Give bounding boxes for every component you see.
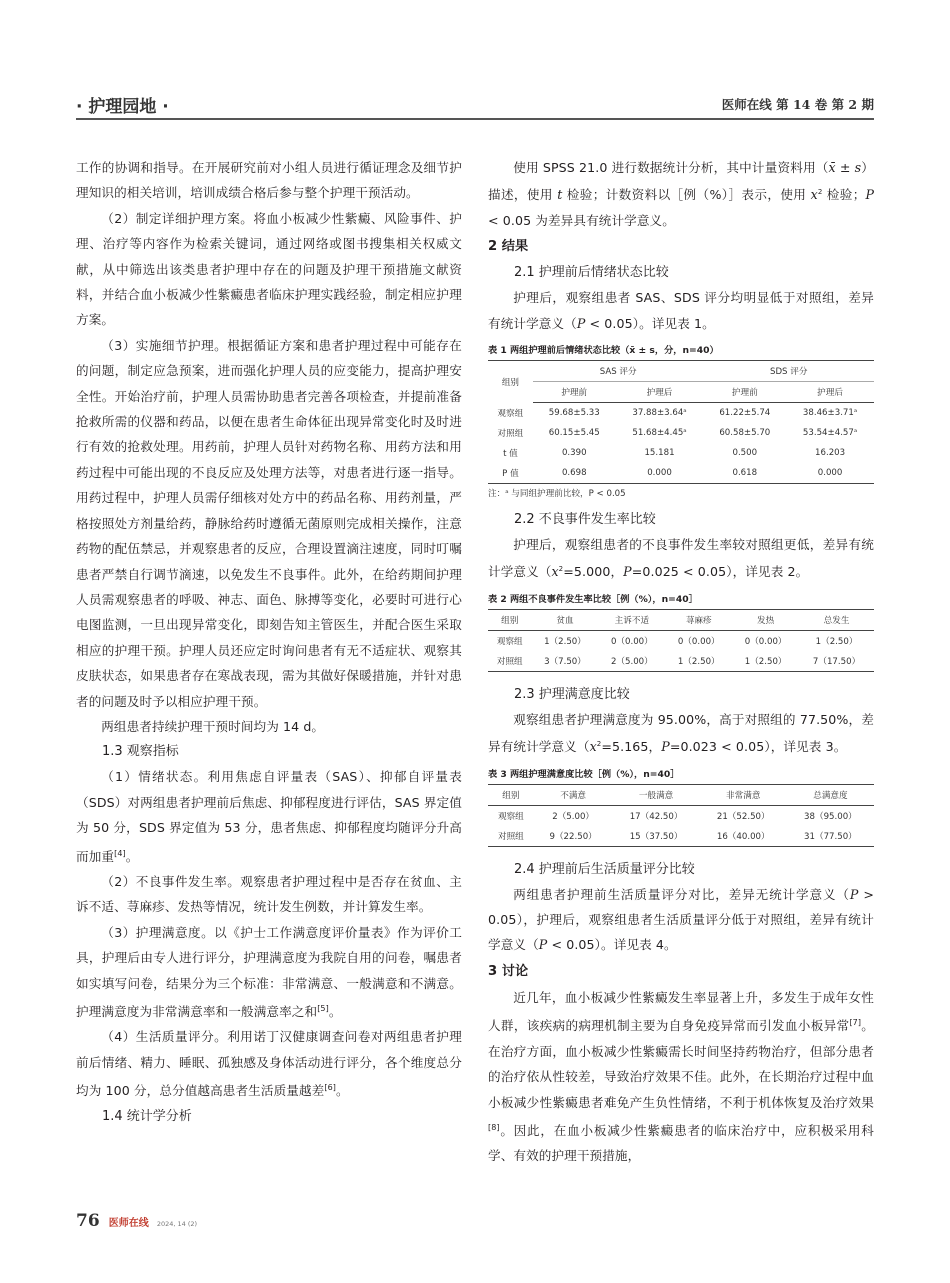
citation: [5] [317, 1004, 329, 1013]
table-header-cell: 护理后 [786, 382, 874, 403]
table-adverse-events: 组别 贫血 主诉不适 荨麻疹 发热 总发生 观察组 1（2.50） 0（0.00） 0（0.00） 0（0.00） 1（2.50） 对照组 3（7.50） 2（5.00） 1（2.50） 1（2.50） 7（17.50） [488, 609, 874, 672]
paragraph: （3）实施细节护理。根据循证方案和患者护理过程中可能存在的问题，制定应急预案，进而强化护理人员的应变能力，提高护理安全性。开始治疗前，护理人员需协助患者完善各项检查，并提前准备抢救所需的仪器和药品，以便在患者生命体征出现异常变化时及时进行有效的抢救处理。用药前，护理人员针对药物名称、用药方法和用药过程中可能出现的不良反应及处理方法等，对患者进行逐一指导。用药过程中，护理人员需仔细核对处方中的药品名称、用药剂量，严格按照处方剂量给药，静脉给药时遵循无菌原则完成相关操作，注意药物的配伍禁忌，并观察患者的反应，合理设置滴注速度，同时叮嘱患者严禁自行调节滴速，以免发生不良事件。此外，在给药期间护理人员需观察患者的呼吸、神志、面色、脉搏等变化，必要时可进行心电图监测，一旦出现异常变化，即刻告知主管医生，并配合医生采取相应的护理干预。护理人员还应定时询问患者有无不适症状、观察其皮肤状态，如果患者存在寒战表现，需为其做好保暖措施，并针对患者的问题及时予以相应护理干预。 [76, 337, 462, 709]
section-heading: 2 结果 [488, 239, 529, 255]
section-heading: 2.4 护理前后生活质量评分比较 [514, 861, 695, 877]
header-rule [76, 118, 874, 120]
page-number: 76 [76, 1211, 100, 1231]
journal-header: 医师在线 第 14 卷 第 2 期 [721, 97, 874, 112]
paragraph: （2）不良事件发生率。观察患者护理过程中是否存在贫血、主诉不适、荨麻疹、发热等情况，统计发生例数，并计算发生率。 [76, 873, 462, 915]
section-heading: 2.3 护理满意度比较 [514, 686, 630, 702]
table-header-cell: SAS 评分 [533, 361, 704, 382]
paragraph: 使用 SPSS 21.0 进行数据统计分析，其中计量资料用（x̄ ± s）描述，使用 t 检验；计数资料以［例（%）］表示，使用 $x^2$ 检验；P < 0.05 为差异具有统计学意义。 [488, 160, 875, 228]
table-header-cell: 护理前 [703, 382, 786, 403]
paragraph: （4）生活质量评分。利用诺丁汉健康调查问卷对两组患者护理前后情绪、精力、睡眠、孤独感及身体活动进行评分，各个维度总分均为 100 分，总分值越高患者生活质量越差[6]。 [76, 1029, 462, 1099]
paragraph: 近几年，血小板减少性紫癜发生率显著上升，多发生于成年女性人群，该疾病的病理机制主要为自身免疫异常而引发血小板异常[7]。在治疗方面，血小板减少性紫癜需长时间坚持药物治疗，但部分患者的治疗依从性较差，导致治疗效果不佳。此外，在长期治疗过程中血小板减少性紫癜患者难免产生负性情绪，不利于机体恢复及治疗效果[8]。因此，在血小板减少性紫癜患者的临床治疗中，应积极采用科学、有效的护理干预措施， [488, 989, 874, 1164]
section-heading: 3 讨论 [488, 963, 529, 979]
table-row: t 值 0.390 15.181 0.500 16.203 [503, 448, 846, 460]
table-header-cell: 护理前 [533, 382, 616, 403]
section-heading: 1.3 观察指标 [102, 744, 179, 760]
table-emotion [488, 360, 874, 484]
paragraph: 观察组患者护理满意度为 95.00%，高于对照组的 77.50%，差异有统计学意义（$x^2=5.165$，P=0.023 < 0.05），详见表 3。 [488, 711, 874, 755]
paragraph: 护理后，观察组患者的不良事件发生率较对照组更低，差异有统计学意义（$x^2=5.000$，P=0.025 < 0.05），详见表 2。 [488, 537, 874, 580]
paragraph: 护理后，观察组患者 SAS、SDS 评分均明显低于对照组，差异有统计学意义（P < 0.05）。详见表 1。 [488, 290, 874, 331]
page-footer [76, 1211, 197, 1231]
table-row: 观察组 2（5.00） 17（42.50） 21（52.50） 38（95.00） [497, 811, 857, 822]
table-row: P 值 0.698 0.000 0.618 0.000 [488, 463, 874, 484]
citation: [8] [488, 1122, 500, 1132]
citation: [7] [849, 1018, 862, 1028]
table-note: 注：ᵃ 与同组护理前比较，P < 0.05 [488, 489, 626, 500]
table-header-cell: SDS 评分 [703, 361, 874, 382]
table-row: 观察组 1（2.50） 0（0.00） 0（0.00） 0（0.00） 1（2.50） [496, 636, 858, 647]
table-row: 对照组 60.15±5.45 51.68±4.45ᵃ 60.58±5.70 53.54±4.57ᵃ [497, 428, 858, 440]
citation: [6] [324, 1083, 336, 1093]
left-column [76, 155, 462, 1129]
paragraph: （1）情绪状态。利用焦虑自评量表（SAS）、抑郁自评量表（SDS）对两组患者护理前后焦虑、抑郁程度进行评估，SAS 界定值为 50 分，SDS 界定值为 53 分，患者焦虑、抑郁程度均随评分升高而加重[4]。 [76, 769, 462, 864]
table-row: 对照组 3（7.50） 2（5.00） 1（2.50） 1（2.50） 7（17.50） [488, 651, 874, 672]
paragraph: 两组患者护理前生活质量评分对比，差异无统计学意义（P > 0.05），护理后，观察组患者生活质量评分低于对照组，差异有统计学意义（P < 0.05）。详见表 4。 [488, 886, 874, 953]
section-heading: 1.4 统计学分析 [102, 1108, 192, 1124]
table-row: 对照组 9（22.50） 15（37.50） 16（40.00） 31（77.50） [488, 826, 874, 847]
journal-logo: 医师在线 [108, 1218, 149, 1229]
section-heading: 2.1 护理前后情绪状态比较 [514, 265, 669, 281]
citation: [4] [114, 848, 126, 858]
table-row: 观察组 59.68±5.33 37.88±3.64ᵃ 61.22±5.74 38.46±3.71ᵃ [497, 408, 858, 419]
right-column [488, 155, 874, 1169]
issue-label: 2024, 14 (2) [156, 1220, 198, 1228]
section-header: · 护理园地 · [76, 97, 169, 117]
table-caption: 表 2 两组不良事件发生率比较［例（%），n=40］ [488, 593, 698, 605]
table-header-cell: 护理后 [616, 382, 704, 403]
paragraph: （3）护理满意度。以《护士工作满意度评价量表》作为评价工具，护理后由专人进行评分，护理满意度为我院自用的问卷，嘱患者如实填写问卷，结果分为三个标准：非常满意、一般满意和不满意。护理满意度为非常满意率和一般满意率之和[5]。 [76, 924, 462, 1019]
paragraph: 工作的协调和指导。在开展研究前对小组人员进行循证理念及细节护理知识的相关培训，培训成绩合格后参与整个护理干预活动。 [76, 160, 462, 201]
paragraph: 两组患者持续护理干预时间均为 14 d。 [101, 718, 325, 734]
section-heading: 2.2 不良事件发生率比较 [514, 512, 656, 528]
table-caption: 表 1 两组护理前后情绪状态比较（x̄ ± s，分，n=40） [488, 345, 719, 357]
table-caption: 表 3 两组护理满意度比较［例（%），n=40］ [488, 768, 680, 780]
table-satisfaction: 组别 不满意 一般满意 非常满意 总满意度 观察组 2（5.00） 17（42.50） 21（52.50） 38（95.00） 对照组 9（22.50） 15（37.50） 16（40.00） 31（77.50） [488, 784, 874, 847]
paragraph: （2）制定详细护理方案。将血小板减少性紫癜、风险事件、护理、治疗等内容作为检索关键词，通过网络或图书搜集相关权威文献，从中筛选出该类患者护理中存在的问题及护理干预措施文献资料，并结合血小板减少性紫癜患者临床护理实践经验，制定相应护理方案。 [76, 210, 462, 328]
table-header-cell: 组别 [488, 361, 533, 403]
